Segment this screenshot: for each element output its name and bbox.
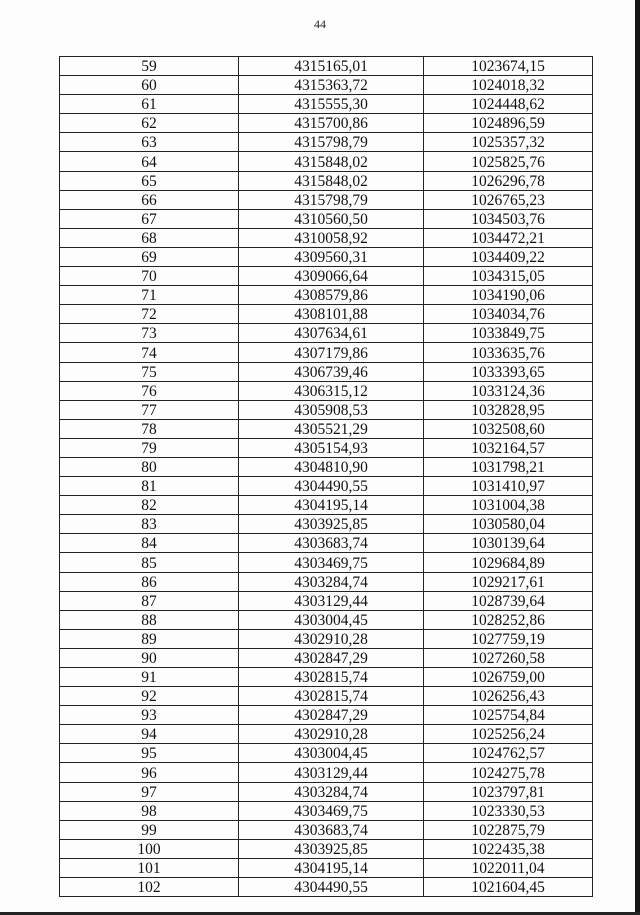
y-coordinate-cell: 1021604,45 — [424, 878, 593, 897]
y-coordinate-cell: 1034315,05 — [424, 267, 593, 286]
table-row — [60, 76, 593, 95]
table-row — [60, 610, 593, 629]
table-row — [60, 706, 593, 725]
y-coordinate-cell: 1022011,04 — [424, 858, 593, 877]
x-coordinate-cell: 4310560,50 — [239, 209, 424, 228]
y-coordinate-cell: 1031798,21 — [424, 457, 593, 476]
table-row — [60, 324, 593, 343]
x-coordinate-cell: 4303683,74 — [239, 820, 424, 839]
x-coordinate-cell: 4302815,74 — [239, 668, 424, 687]
table-row — [60, 362, 593, 381]
y-coordinate-cell: 1025357,32 — [424, 133, 593, 152]
coordinates-table — [59, 56, 593, 897]
x-coordinate-cell: 4310058,92 — [239, 228, 424, 247]
point-number-cell: 98 — [60, 801, 239, 820]
x-coordinate-cell: 4307179,86 — [239, 343, 424, 362]
x-coordinate-cell: 4315555,30 — [239, 95, 424, 114]
x-coordinate-cell: 4307634,61 — [239, 324, 424, 343]
y-coordinate-cell: 1027260,58 — [424, 648, 593, 667]
point-number-cell: 62 — [60, 114, 239, 133]
x-coordinate-cell: 4303469,75 — [239, 553, 424, 572]
y-coordinate-cell: 1032508,60 — [424, 419, 593, 438]
y-coordinate-cell: 1030580,04 — [424, 515, 593, 534]
x-coordinate-cell: 4302847,29 — [239, 648, 424, 667]
point-number-cell: 95 — [60, 744, 239, 763]
x-coordinate-cell: 4315165,01 — [239, 57, 424, 76]
x-coordinate-cell: 4306315,12 — [239, 381, 424, 400]
y-coordinate-cell: 1023797,81 — [424, 782, 593, 801]
y-coordinate-cell: 1032164,57 — [424, 438, 593, 457]
y-coordinate-cell: 1034190,06 — [424, 286, 593, 305]
table-row — [60, 190, 593, 209]
y-coordinate-cell: 1028252,86 — [424, 610, 593, 629]
x-coordinate-cell: 4303925,85 — [239, 839, 424, 858]
point-number-cell: 85 — [60, 553, 239, 572]
y-coordinate-cell: 1024896,59 — [424, 114, 593, 133]
point-number-cell: 96 — [60, 763, 239, 782]
x-coordinate-cell: 4304810,90 — [239, 457, 424, 476]
point-number-cell: 84 — [60, 534, 239, 553]
y-coordinate-cell: 1028739,64 — [424, 591, 593, 610]
point-number-cell: 65 — [60, 171, 239, 190]
x-coordinate-cell: 4308101,88 — [239, 305, 424, 324]
y-coordinate-cell: 1034409,22 — [424, 247, 593, 266]
table-row — [60, 477, 593, 496]
table-row — [60, 152, 593, 171]
point-number-cell: 89 — [60, 629, 239, 648]
y-coordinate-cell: 1024018,32 — [424, 76, 593, 95]
y-coordinate-cell: 1025754,84 — [424, 706, 593, 725]
x-coordinate-cell: 4303129,44 — [239, 591, 424, 610]
table-row — [60, 267, 593, 286]
y-coordinate-cell: 1026296,78 — [424, 171, 593, 190]
point-number-cell: 69 — [60, 247, 239, 266]
table-row — [60, 438, 593, 457]
table-row — [60, 57, 593, 76]
x-coordinate-cell: 4304490,55 — [239, 878, 424, 897]
table-row — [60, 419, 593, 438]
x-coordinate-cell: 4315363,72 — [239, 76, 424, 95]
y-coordinate-cell: 1031004,38 — [424, 496, 593, 515]
point-number-cell: 71 — [60, 286, 239, 305]
table-row — [60, 858, 593, 877]
table-row — [60, 228, 593, 247]
table-row — [60, 553, 593, 572]
table-row — [60, 648, 593, 667]
table-row — [60, 878, 593, 897]
coordinates-table-body — [60, 57, 593, 897]
point-number-cell: 79 — [60, 438, 239, 457]
point-number-cell: 75 — [60, 362, 239, 381]
x-coordinate-cell: 4303004,45 — [239, 610, 424, 629]
table-row — [60, 247, 593, 266]
x-coordinate-cell: 4315798,79 — [239, 133, 424, 152]
x-coordinate-cell: 4302815,74 — [239, 687, 424, 706]
table-row — [60, 782, 593, 801]
table-row — [60, 629, 593, 648]
table-row — [60, 515, 593, 534]
table-row — [60, 343, 593, 362]
x-coordinate-cell: 4309560,31 — [239, 247, 424, 266]
point-number-cell: 100 — [60, 839, 239, 858]
point-number-cell: 82 — [60, 496, 239, 515]
y-coordinate-cell: 1027759,19 — [424, 629, 593, 648]
y-coordinate-cell: 1030139,64 — [424, 534, 593, 553]
point-number-cell: 78 — [60, 419, 239, 438]
point-number-cell: 60 — [60, 76, 239, 95]
point-number-cell: 86 — [60, 572, 239, 591]
x-coordinate-cell: 4309066,64 — [239, 267, 424, 286]
x-coordinate-cell: 4303925,85 — [239, 515, 424, 534]
x-coordinate-cell: 4304195,14 — [239, 858, 424, 877]
x-coordinate-cell: 4302847,29 — [239, 706, 424, 725]
x-coordinate-cell: 4303004,45 — [239, 744, 424, 763]
y-coordinate-cell: 1029684,89 — [424, 553, 593, 572]
x-coordinate-cell: 4315700,86 — [239, 114, 424, 133]
point-number-cell: 92 — [60, 687, 239, 706]
point-number-cell: 59 — [60, 57, 239, 76]
x-coordinate-cell: 4304195,14 — [239, 496, 424, 515]
table-row — [60, 381, 593, 400]
point-number-cell: 87 — [60, 591, 239, 610]
x-coordinate-cell: 4303469,75 — [239, 801, 424, 820]
table-row — [60, 457, 593, 476]
y-coordinate-cell: 1023674,15 — [424, 57, 593, 76]
point-number-cell: 67 — [60, 209, 239, 228]
table-row — [60, 400, 593, 419]
x-coordinate-cell: 4315848,02 — [239, 171, 424, 190]
x-coordinate-cell: 4308579,86 — [239, 286, 424, 305]
point-number-cell: 64 — [60, 152, 239, 171]
y-coordinate-cell: 1023330,53 — [424, 801, 593, 820]
x-coordinate-cell: 4303284,74 — [239, 572, 424, 591]
y-coordinate-cell: 1026759,00 — [424, 668, 593, 687]
point-number-cell: 76 — [60, 381, 239, 400]
y-coordinate-cell: 1032828,95 — [424, 400, 593, 419]
x-coordinate-cell: 4303284,74 — [239, 782, 424, 801]
table-row — [60, 572, 593, 591]
point-number-cell: 63 — [60, 133, 239, 152]
point-number-cell: 101 — [60, 858, 239, 877]
y-coordinate-cell: 1026765,23 — [424, 190, 593, 209]
x-coordinate-cell: 4315848,02 — [239, 152, 424, 171]
point-number-cell: 68 — [60, 228, 239, 247]
y-coordinate-cell: 1024275,78 — [424, 763, 593, 782]
point-number-cell: 72 — [60, 305, 239, 324]
table-row — [60, 305, 593, 324]
point-number-cell: 91 — [60, 668, 239, 687]
point-number-cell: 83 — [60, 515, 239, 534]
table-row — [60, 534, 593, 553]
point-number-cell: 90 — [60, 648, 239, 667]
table-row — [60, 95, 593, 114]
point-number-cell: 77 — [60, 400, 239, 419]
y-coordinate-cell: 1026256,43 — [424, 687, 593, 706]
y-coordinate-cell: 1022875,79 — [424, 820, 593, 839]
point-number-cell: 97 — [60, 782, 239, 801]
table-row — [60, 496, 593, 515]
y-coordinate-cell: 1034034,76 — [424, 305, 593, 324]
table-row — [60, 286, 593, 305]
y-coordinate-cell: 1033393,65 — [424, 362, 593, 381]
table-row — [60, 725, 593, 744]
x-coordinate-cell: 4302910,28 — [239, 629, 424, 648]
point-number-cell: 94 — [60, 725, 239, 744]
point-number-cell: 102 — [60, 878, 239, 897]
point-number-cell: 61 — [60, 95, 239, 114]
y-coordinate-cell: 1029217,61 — [424, 572, 593, 591]
y-coordinate-cell: 1033124,36 — [424, 381, 593, 400]
x-coordinate-cell: 4305521,29 — [239, 419, 424, 438]
table-row — [60, 133, 593, 152]
table-row — [60, 820, 593, 839]
page-number: 44 — [314, 17, 326, 31]
x-coordinate-cell: 4302910,28 — [239, 725, 424, 744]
y-coordinate-cell: 1025825,76 — [424, 152, 593, 171]
table-row — [60, 801, 593, 820]
x-coordinate-cell: 4315798,79 — [239, 190, 424, 209]
point-number-cell: 73 — [60, 324, 239, 343]
table-row — [60, 114, 593, 133]
table-row — [60, 687, 593, 706]
table-row — [60, 668, 593, 687]
table-row — [60, 209, 593, 228]
y-coordinate-cell: 1024762,57 — [424, 744, 593, 763]
y-coordinate-cell: 1031410,97 — [424, 477, 593, 496]
x-coordinate-cell: 4303683,74 — [239, 534, 424, 553]
y-coordinate-cell: 1034503,76 — [424, 209, 593, 228]
point-number-cell: 80 — [60, 457, 239, 476]
y-coordinate-cell: 1024448,62 — [424, 95, 593, 114]
point-number-cell: 88 — [60, 610, 239, 629]
scan-edge-right — [635, 0, 640, 915]
y-coordinate-cell: 1022435,38 — [424, 839, 593, 858]
point-number-cell: 70 — [60, 267, 239, 286]
point-number-cell: 74 — [60, 343, 239, 362]
table-row — [60, 839, 593, 858]
table-row — [60, 591, 593, 610]
point-number-cell: 81 — [60, 477, 239, 496]
x-coordinate-cell: 4303129,44 — [239, 763, 424, 782]
point-number-cell: 66 — [60, 190, 239, 209]
table-row — [60, 763, 593, 782]
table-row — [60, 744, 593, 763]
y-coordinate-cell: 1033849,75 — [424, 324, 593, 343]
x-coordinate-cell: 4305908,53 — [239, 400, 424, 419]
y-coordinate-cell: 1034472,21 — [424, 228, 593, 247]
x-coordinate-cell: 4305154,93 — [239, 438, 424, 457]
point-number-cell: 93 — [60, 706, 239, 725]
point-number-cell: 99 — [60, 820, 239, 839]
y-coordinate-cell: 1033635,76 — [424, 343, 593, 362]
x-coordinate-cell: 4304490,55 — [239, 477, 424, 496]
table-row — [60, 171, 593, 190]
y-coordinate-cell: 1025256,24 — [424, 725, 593, 744]
x-coordinate-cell: 4306739,46 — [239, 362, 424, 381]
